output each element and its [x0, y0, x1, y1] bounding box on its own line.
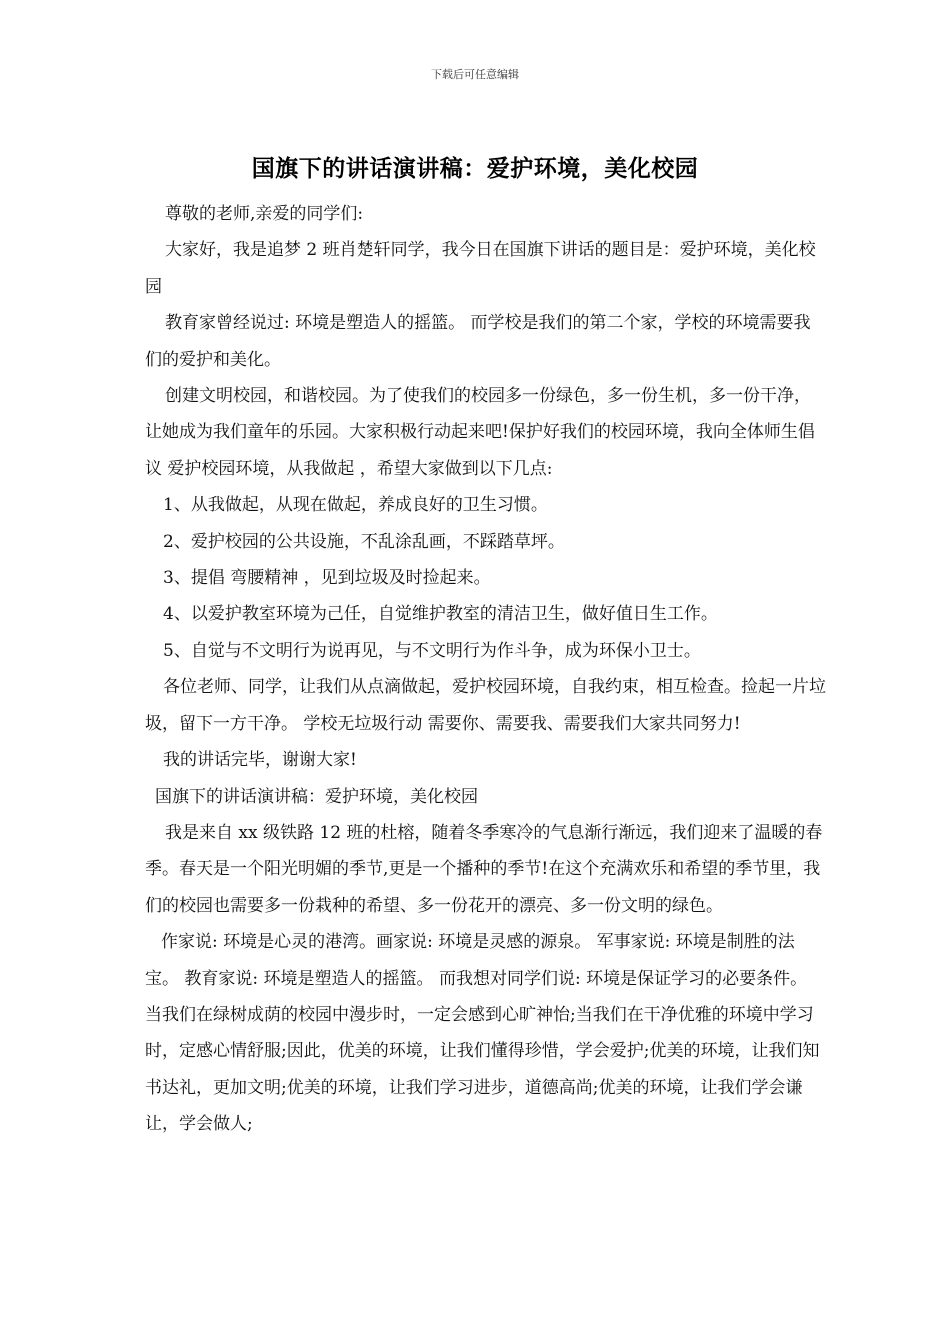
paragraph-closing: 我的讲话完毕，谢谢大家!	[163, 750, 357, 771]
paragraph-environment-quotes: 作家说: 环境是心灵的港湾。画家说: 环境是灵感的源泉。 军事家说: 环境是制胜的法宝。 教育家说: 环境是塑造人的摇篮。 而我想对同学们说: 环境是保证学习的必要条件。 当我们在绿树成荫的校园中漫步时，一定会感到心旷神怡;当我们在干净优雅的环境中学习时，定感心情舒服;因此，优美的环境，让我们懂得珍惜，学会爱护;优美的环境，让我们知书达礼，更加文明;优美的环境，让我们学习进步，道德高尚;优美的环境，让我们学会谦让，学会做人;	[145, 932, 820, 1135]
paragraph-spring: 我是来自 xx 级铁路 12 班的杜榕，随着冬季寒冷的气息渐行渐远，我们迎来了温暖的春季。春天是一个阳光明媚的季节,更是一个播种的季节!在这个充满欢乐和希望的季节里，我们的校园也需要多一份栽种的希望、多一份花开的漂亮、多一份文明的绿色。	[145, 822, 823, 916]
paragraph-intro: 大家好，我是追梦 2 班肖楚轩同学，我今日在国旗下讲话的题目是：爱护环境，美化校园	[145, 240, 816, 297]
paragraph-call-to-action: 各位老师、同学，让我们从点滴做起，爱护校园环境，自我约束，相互检查。捡起一片垃圾，留下一方干净。 学校无垃圾行动 需要你、需要我、需要我们大家共同努力!	[145, 677, 826, 734]
paragraph-proposal: 创建文明校园，和谐校园。为了使我们的校园多一份绿色，多一份生机，多一份干净，让她成为我们童年的乐园。大家积极行动起来吧!保护好我们的校园环境，我向全体师生倡议 爱护校园环境，从我做起 ，希望大家做到以下几点:	[145, 386, 815, 479]
paragraph-educator-quote: 教育家曾经说过: 环境是塑造人的摇篮。 而学校是我们的第二个家，学校的环境需要我们的爱护和美化。	[145, 313, 811, 370]
list-item-4: 4、以爱护教室环境为己任，自觉维护教室的清洁卫生，做好值日生工作。	[163, 604, 718, 625]
section-title-2: 国旗下的讲话演讲稿：爱护环境，美化校园	[155, 786, 478, 807]
list-item-3: 3、提倡 弯腰精神 ，见到垃圾及时捡起来。	[163, 568, 491, 589]
list-item-1: 1、从我做起，从现在做起，养成良好的卫生习惯。	[163, 495, 548, 516]
paragraph-greeting: 尊敬的老师,亲爱的同学们:	[165, 204, 364, 224]
list-item-5: 5、自觉与不文明行为说再见，与不文明行为作斗争，成为环保小卫士。	[163, 640, 701, 661]
document-body	[145, 196, 827, 1143]
document-title: 国旗下的讲话演讲稿：爱护环境，美化校园	[251, 155, 699, 182]
header-note: 下载后可任意编辑	[431, 68, 519, 81]
list-item-2: 2、爱护校园的公共设施，不乱涂乱画，不踩踏草坪。	[163, 531, 565, 552]
